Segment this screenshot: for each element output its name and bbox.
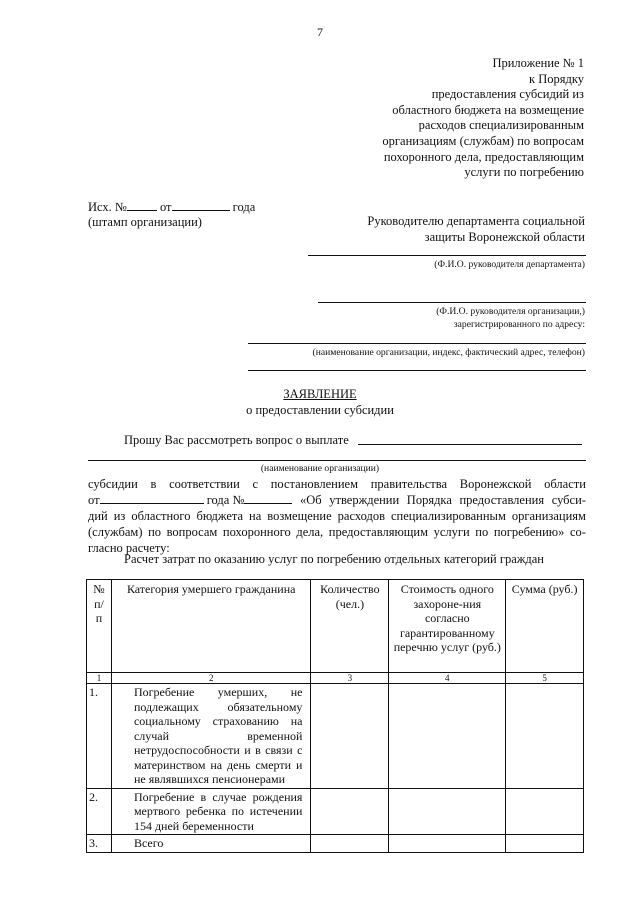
quantity-cell[interactable] xyxy=(311,835,389,853)
column-number: 4 xyxy=(389,673,506,684)
cost-cell[interactable] xyxy=(389,684,506,789)
payment-recipient-field[interactable] xyxy=(358,444,582,445)
document-title xyxy=(0,386,640,418)
col-header-quantity: Количество (чел.) xyxy=(311,580,389,673)
quantity-cell[interactable] xyxy=(311,684,389,789)
org-details-field-2[interactable] xyxy=(248,370,586,371)
recipient-line: защиты Воронежской области xyxy=(424,230,585,244)
col-header-sum: Сумма (руб.) xyxy=(506,580,584,673)
col-header-cost: Стоимость одного захороне-ния согласно гарантированному перечню услуг (руб.) xyxy=(389,580,506,673)
request-line xyxy=(124,432,349,448)
table-header-row xyxy=(87,580,584,673)
table-row xyxy=(87,684,584,789)
row-category: Погребение умерших, не подлежащих обязательному социальному страхованию на случай временной нетрудоспособности и в связи с материнством на день смерти и не являвшихся пенсионерами xyxy=(111,684,310,789)
outgoing-date-field[interactable] xyxy=(172,199,230,211)
table-row xyxy=(87,835,584,853)
org-details-field[interactable] xyxy=(248,343,586,344)
appendix-line: к Порядку xyxy=(529,71,584,86)
appendix-line: Приложение № 1 xyxy=(492,56,584,70)
table-row xyxy=(87,788,584,835)
row-index: 2. xyxy=(87,788,112,835)
org-name-field[interactable] xyxy=(88,460,586,461)
outgoing-reference xyxy=(88,199,255,230)
outgoing-year-label: года xyxy=(232,200,256,214)
registered-address-label: зарегистрированного по адресу: xyxy=(453,319,585,330)
recipient-block xyxy=(330,213,585,245)
request-text: Прошу Вас рассмотреть вопрос о выплате xyxy=(124,433,349,447)
column-number: 2 xyxy=(111,673,310,684)
appendix-line: областного бюджета на возмещение xyxy=(392,102,584,117)
department-head-name-field[interactable] xyxy=(308,255,586,256)
appendix-line: услуги по погребению xyxy=(464,165,584,180)
cost-cell[interactable] xyxy=(389,788,506,835)
body-line: дий из областного бюджета на возмещение расходов специализированным организациям xyxy=(88,509,586,523)
decree-number-field[interactable] xyxy=(244,492,292,504)
stamp-caption: (штамп организации) xyxy=(88,215,202,229)
body-line: от года № «Об утверждении Порядка предоставления субси- xyxy=(88,493,586,507)
row-category: Всего xyxy=(111,835,310,853)
outgoing-date-label: от xyxy=(159,200,172,214)
recipient-line: Руководителю департамента социальной xyxy=(367,214,585,228)
column-number-row xyxy=(87,673,584,684)
org-details-caption: (наименование организации, индекс, фактический адрес, телефон) xyxy=(312,347,585,358)
sum-cell[interactable] xyxy=(506,684,584,789)
appendix-line: организациям (службам) по вопросам xyxy=(382,133,584,148)
row-category: Погребение в случае рождения мертвого ребенка по истечении 154 дней беременности xyxy=(111,788,310,835)
col-header-index: № п/п xyxy=(87,580,112,673)
appendix-line: расходов специализированным xyxy=(418,118,584,133)
quantity-cell[interactable] xyxy=(311,788,389,835)
org-head-caption: (Ф.И.О. руководителя организации,) xyxy=(436,306,585,317)
sum-cell[interactable] xyxy=(506,835,584,853)
body-paragraph xyxy=(88,476,586,556)
column-number: 5 xyxy=(506,673,584,684)
decree-date-field[interactable] xyxy=(100,492,204,504)
body-line: субсидии в соответствии с постановлением правительства Воронежской области xyxy=(88,477,586,491)
org-name-caption: (наименование организации) xyxy=(260,463,380,474)
body-line: (службам) по вопросам похоронного дела, предоставляющим услуги по погребению» со- xyxy=(88,525,586,539)
department-head-caption: (Ф.И.О. руководителя департамента) xyxy=(434,259,585,270)
row-index: 3. xyxy=(87,835,112,853)
appendix-header xyxy=(300,56,584,181)
body-line: гласно расчету: xyxy=(88,541,170,555)
org-head-name-field[interactable] xyxy=(318,302,586,303)
calculation-table xyxy=(86,579,584,853)
sum-cell[interactable] xyxy=(506,788,584,835)
appendix-line: похоронного дела, предоставляющим xyxy=(383,149,584,164)
title-main: ЗАЯВЛЕНИЕ xyxy=(283,387,357,401)
outgoing-number-label: Исх. № xyxy=(88,200,127,214)
outgoing-number-field[interactable] xyxy=(127,199,157,211)
appendix-line: предоставления субсидий из xyxy=(431,87,584,102)
title-sub: о предоставлении субсидии xyxy=(246,403,394,417)
page-number: 7 xyxy=(317,25,323,39)
row-index: 1. xyxy=(87,684,112,789)
table-heading: Расчет затрат по оказанию услуг по погребению отдельных категорий граждан xyxy=(124,552,544,566)
column-number: 1 xyxy=(87,673,112,684)
col-header-category: Категория умершего гражданина xyxy=(111,580,310,673)
cost-cell[interactable] xyxy=(389,835,506,853)
column-number: 3 xyxy=(311,673,389,684)
